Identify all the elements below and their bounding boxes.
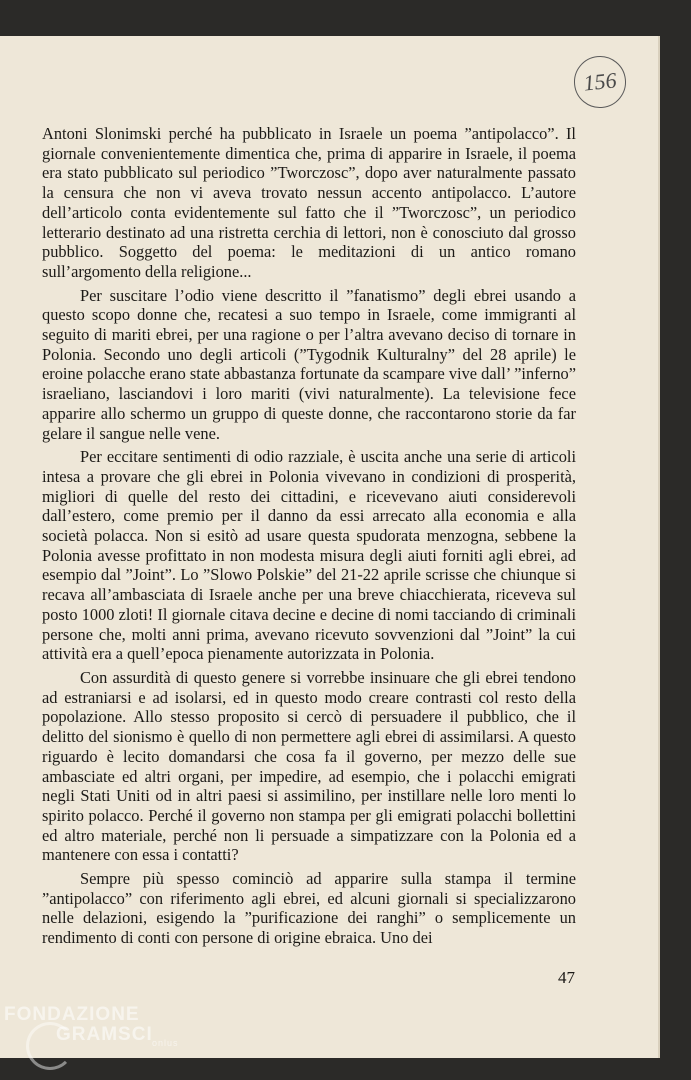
archive-number: 156	[582, 67, 618, 96]
watermark-line1: FONDAZIONE	[4, 1004, 140, 1025]
watermark	[4, 1004, 179, 1048]
watermark-line3: onlus	[152, 1038, 179, 1048]
paragraph-4: Con assurdità di questo genere si vorrebbe insinuare che gli ebrei tendono ad estraniarsi e ad isolarsi, ed in questo modo creare contrasti col resto della popolazione. Allo stesso proposito si cercò di persuadere il pubblico, che il delitto del sionismo è quello di non permettere agli ebrei di assimilarsi. A questo riguardo è lecito domandarsi che cosa fa il governo, per mezzo delle sue ambasciate ed altri organi, per impedire, ad esempio, che i polacchi emigrati negli Stati Uniti od in altri paesi si assimilino, per instillare nelle loro menti lo spirito polacco. Perché il governo non stampa per gli emigrati polacchi bollettini ed altro materiale, perché non li persuade a simpatizzare con la Polonia ed a mantenere con essa i contatti?	[42, 667, 576, 865]
paragraph-2: Per suscitare l’odio viene descritto il ”fanatismo” degli ebrei usando a questo scopo donne che, recatesi a suo tempo in Israele, come immigranti al seguito di mariti ebrei, per una ragione o per l’altra avevano deciso di tornare in Polonia. Secondo uno degli articoli (”Tygodnik Kulturalny” del 28 aprile) le eroine polacche erano state abbastanza fortunate da scampare vive dall’ ”inferno” israeliano, lasciandovi i loro mariti (vivi naturalmente). La televisione fece apparire allo schermo un gruppo di queste donne, che raccontarono storie da far gelare il sangue nelle vene.	[42, 285, 576, 443]
watermark-line2: GRAMSCI	[56, 1024, 153, 1045]
paragraph-5: Sempre più spesso cominciò ad apparire sulla stampa il termine ”antipolacco” con riferimento agli ebrei, ed alcuni giornali si specializzarono nelle delazioni, esigendo la ”purificazione dei ranghi” o semplicemente un rendimento di conti con persone di origine ebraica. Uno dei	[42, 869, 576, 948]
paragraph-1: Antoni Slonimski perché ha pubblicato in Israele un poema ”antipolacco”. Il giornale convenientemente dimentica che, prima di apparire in Israele, il poema era stato pubblicato sul periodico ”Tworczosc”, dopo aver naturalmente passato la censura che non vi aveva trovato nessun accento antipolacco. L’autore dell’articolo conta evidentemente sul fatto che il ”Tworczosc”, un periodico letterario destinato ad una ristretta cerchia di lettori, non è conosciuto dal grosso pubblico. Soggetto del poema: le meditazioni di un antico romano sull’argomento della religione...	[42, 124, 576, 281]
page-number: 47	[558, 968, 575, 987]
body-text	[42, 124, 576, 952]
paragraph-3: Per eccitare sentimenti di odio razziale, è uscita anche una serie di articoli intesa a provare che gli ebrei in Polonia vivevano in condizioni di prosperità, migliori di quelle del resto dei cittadini, e ricevevano aiuti considerevoli dall’estero, come premio per il danno da essi arrecato alla economia e alla società polacca. Non si esitò ad usare questa spudorata menzogna, sebbene la Polonia avesse profittato in non modesta misura degli aiuti forniti agli ebrei, ad esempio dal ”Joint”. Lo ”Slowo Polskie” del 21-22 aprile scrisse che chiunque si recava all’ambasciata di Israele anche per una breve chiacchierata, riceveva sul posto 1000 zloti! Il giornale citava decine e decine di nomi tacciando di criminali persone che, molti anni prima, avevano ricevuto sovvenzioni dal ”Joint” la cui attività era a quell’epoca pienamente autorizzata in Polonia.	[42, 447, 576, 664]
